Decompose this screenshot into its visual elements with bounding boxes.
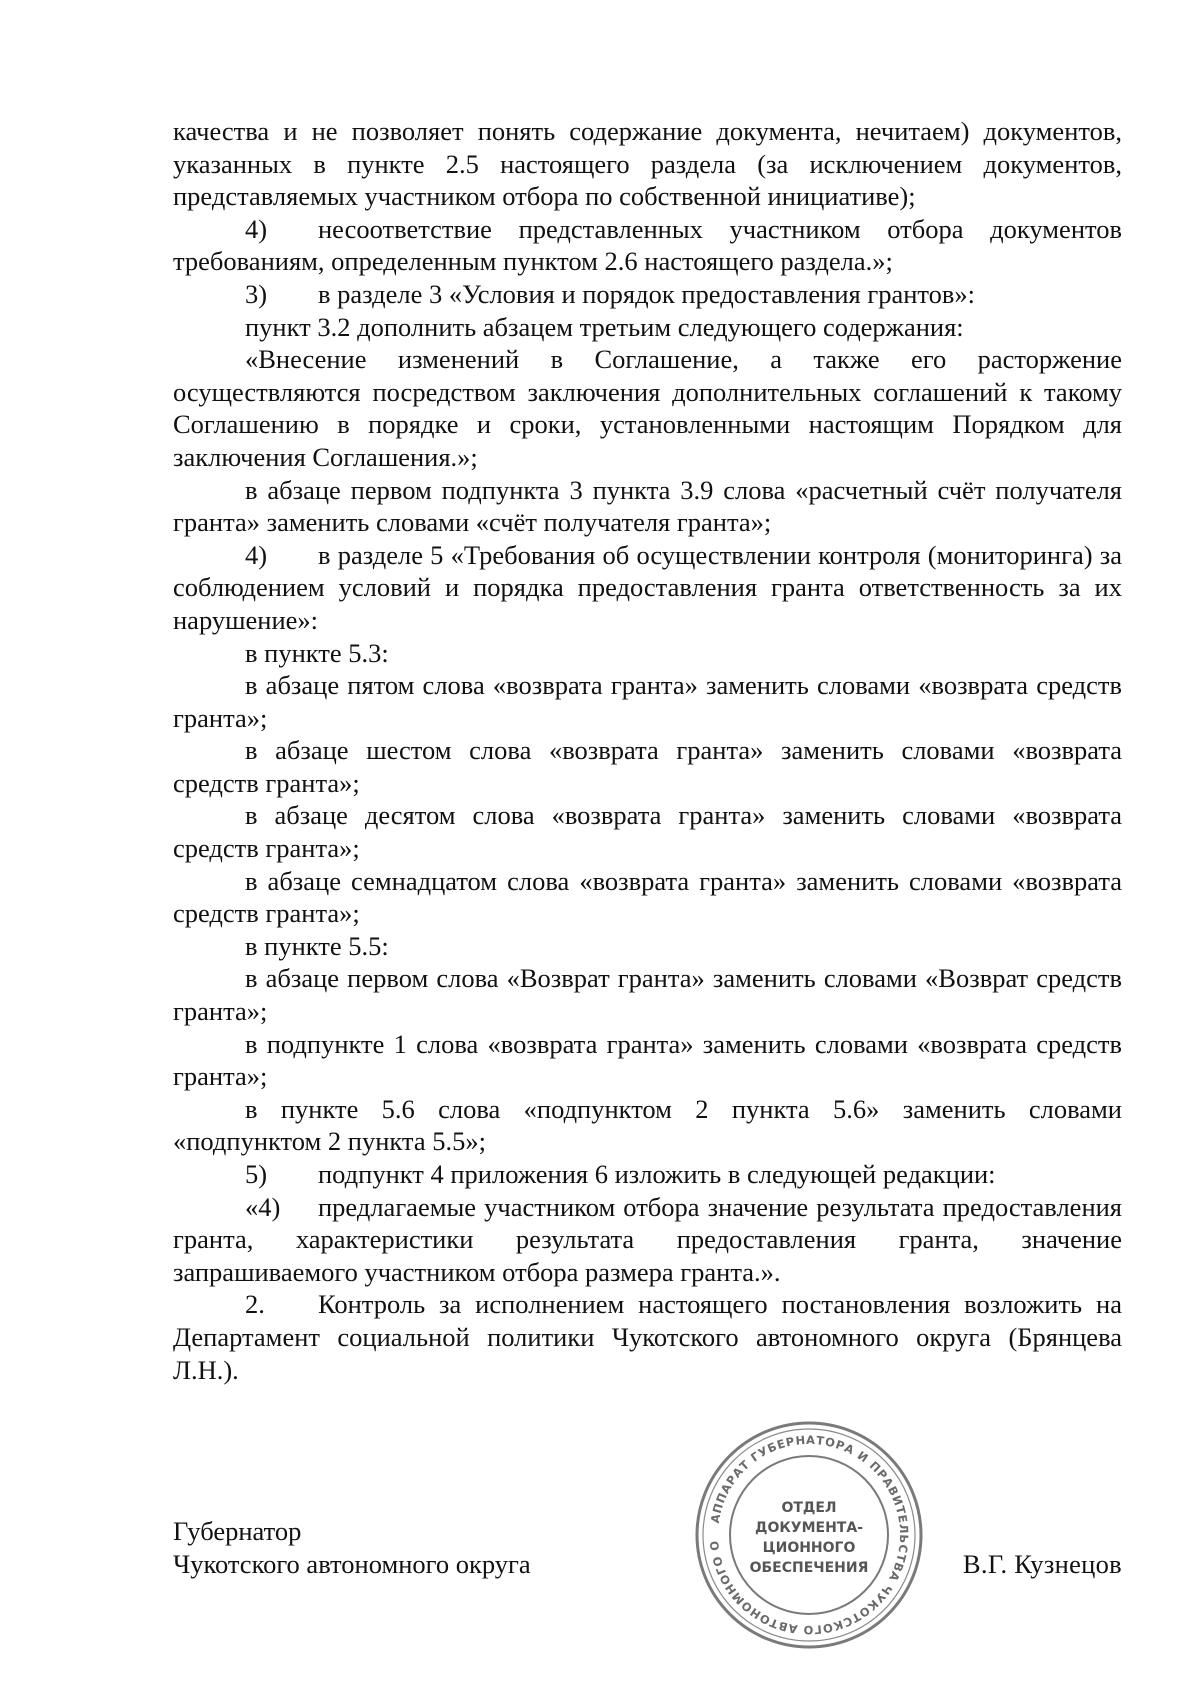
document-body [173, 115, 1122, 1386]
paragraph: «Внесение изменений в Соглашение, а также его расторжение осуществляются посредством заключения дополнительных соглашений к такому Соглашению в порядке и сроки, установленными настоящим Порядком для заключения Соглашения.»; [173, 344, 1122, 472]
item-number: 5) [245, 1159, 268, 1189]
paragraph: в пункте 5.5: [245, 930, 389, 961]
paragraph-item-4-section-5: 4) в разделе 5 «Требования об осуществлении контроля (мониторинга) за соблюдением условий и порядка предоставления гранта ответственность за их нарушение»: [173, 539, 1122, 635]
item-number: 3) [245, 278, 268, 309]
stamp-seal-graphic [692, 1418, 926, 1652]
paragraph: в пункте 5.6 слова «подпунктом 2 пункта 5.6» заменить словами «подпунктом 2 пункта 5.5»; [173, 1093, 1122, 1157]
signatory-title [173, 1515, 531, 1581]
stamp-center-line-1: ОТДЕЛ [781, 1500, 837, 1516]
paragraph: в абзаце первом слова «Возврат гранта» заменить словами «Возврат средств гранта»; [173, 963, 1122, 1027]
stamp-center-line-3: ЦИОННОГО [762, 1540, 856, 1556]
signatory-title-line-1: Губернатор [173, 1516, 302, 1546]
paragraph: в абзаце семнадцатом слова «возврата гранта» заменить словами «возврата средств гранта»; [173, 865, 1122, 929]
paragraph: пункт 3.2 дополнить абзацем третьим следующего содержания: [245, 311, 964, 342]
paragraph: в подпункте 1 слова «возврата гранта» заменить словами «возврата средств гранта»; [173, 1028, 1122, 1092]
item-number: 4) [245, 213, 268, 244]
paragraph-continuation: качества и не позволяет понять содержание документа, нечитаем) документов, указанных в пункте 2.5 настоящего раздела (за исключением документов, представляемых участником отбора по собственной инициативе); [173, 116, 1122, 212]
paragraph: в абзаце первом подпункта 3 пункта 3.9 слова «расчетный счёт получателя гранта» заменить словами «счёт получателя гранта»; [173, 474, 1122, 538]
paragraph-clause-2: 2. Контроль за исполнением настоящего постановления возложить на Департамент социальной политики Чукотского автономного округа (Брянцева Л.Н.). [173, 1289, 1122, 1385]
official-stamp [692, 1418, 926, 1652]
paragraph: в абзаце шестом слова «возврата гранта» заменить словами «возврата средств гранта»; [173, 735, 1122, 798]
stamp-center-line-4: ОБЕСПЕЧЕНИЯ [749, 1560, 869, 1576]
signatory-name: В.Г. Кузнецов [962, 1549, 1122, 1579]
paragraph: в абзаце десятом слова «возврата гранта» заменить словами «возврата средств гранта»; [173, 800, 1122, 864]
item-number: «4) [245, 1191, 281, 1222]
paragraph-item-4: 4) несоответствие представленных участником отбора документов требованиям, определенным пунктом 2.6 настоящего раздела.»; [173, 213, 1122, 277]
item-number: 4) [245, 539, 268, 570]
signatory-title-line-2: Чукотского автономного округа [173, 1549, 531, 1579]
paragraph-item-5: 5) подпункт 4 приложения 6 изложить в следующей редакции: [245, 1159, 996, 1189]
item-number: 2. [245, 1289, 265, 1320]
paragraph-quoted-item-4: «4) предлагаемые участником отбора значение результата предоставления гранта, характеристики результата предоставления гранта, значение запрашиваемого участником отбора размера гранта.». [173, 1191, 1122, 1287]
stamp-center-line-2: ДОКУМЕНТА- [754, 1520, 864, 1536]
paragraph-item-3: 3) в разделе 3 «Условия и порядок предоставления грантов»: [245, 278, 976, 309]
stamp-ring-text: АППАРАТ ГУБЕРНАТОРА И ПРАВИТЕЛЬСТВА ЧУКОТСКОГО АВТОНОМНОГО О [707, 1432, 912, 1638]
paragraph: в абзаце пятом слова «возврата гранта» заменить словами «возврата средств гранта»; [173, 670, 1122, 733]
paragraph: в пункте 5.3: [245, 637, 389, 668]
